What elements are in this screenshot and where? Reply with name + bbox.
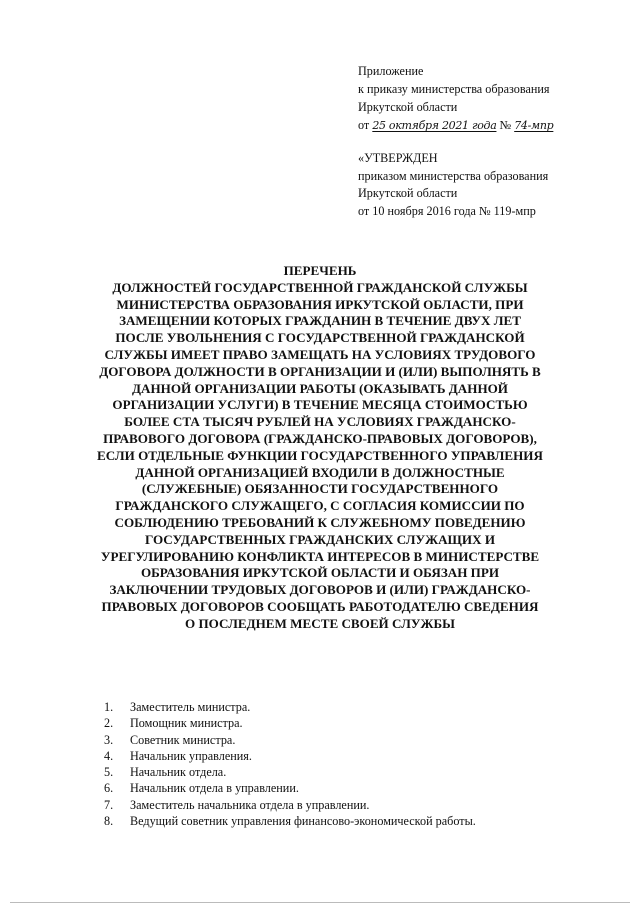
position-item bbox=[104, 797, 604, 813]
number-sign: № bbox=[499, 118, 512, 132]
position-text: Начальник отдела в управлении. bbox=[130, 781, 299, 796]
position-number: 5. bbox=[104, 765, 114, 780]
position-item bbox=[104, 748, 604, 764]
handwritten-number: 74-мпр bbox=[514, 119, 554, 132]
approved-label: «УТВЕРЖДЕН bbox=[358, 151, 438, 165]
position-number: 3. bbox=[104, 732, 114, 747]
appendix-date-line bbox=[358, 116, 628, 135]
scan-edge-line bbox=[10, 902, 630, 903]
position-number: 2. bbox=[104, 716, 114, 731]
positions-list bbox=[104, 699, 604, 829]
appendix-label: Приложение bbox=[358, 64, 424, 78]
approved-block bbox=[358, 150, 628, 220]
position-text: Советник министра. bbox=[130, 732, 236, 747]
title-body: ДОЛЖНОСТЕЙ ГОСУДАРСТВЕННОЙ ГРАЖДАНСКОЙ СЛУЖБЫ МИНИСТЕРСТВА ОБРАЗОВАНИЯ ИРКУТСКОЙ ОБЛАСТИ, ПРИ ЗАМЕЩЕНИИ КОТОРЫХ ГРАЖДАНИН В ТЕЧЕНИЕ ДВУХ ЛЕТ ПОСЛЕ УВОЛЬНЕНИЯ С ГОСУДАРСТВЕННОЙ ГРАЖДАНСКОЙ СЛУЖБЫ ИМЕЕТ ПРАВО ЗАМЕЩАТЬ НА УСЛОВИЯХ ТРУДОВОГО ДОГОВОРА ДОЛЖНОСТИ В ОРГАНИЗАЦИИ И (ИЛИ) ВЫПОЛНЯТЬ В ДАННОЙ ОРГАНИЗАЦИИ РАБОТЫ (ОКАЗЫВАТЬ ДАННОЙ ОРГАНИЗАЦИИ УСЛУГИ) В ТЕЧЕНИЕ МЕСЯЦА СТОИМОСТЬЮ БОЛЕЕ СТА ТЫСЯЧ РУБЛЕЙ НА УСЛОВИЯХ ГРАЖДАНСКО-ПРАВОВОГО ДОГОВОРА (ГРАЖДАНСКО-ПРАВОВЫХ ДОГОВОРОВ), ЕСЛИ ОТДЕЛЬНЫЕ ФУНКЦИИ ГОСУДАРСТВЕННОГО УПРАВЛЕНИЯ ДАННОЙ ОРГАНИЗАЦИЕЙ ВХОДИЛИ В ДОЛЖНОСТНЫЕ (СЛУЖЕБНЫЕ) ОБЯЗАННОСТИ ГОСУДАРСТВЕННОГО ГРАЖДАНСКОГО СЛУЖАЩЕГО, С СОГЛАСИЯ КОМИССИИ ПО СОБЛЮДЕНИЮ ТРЕБОВАНИЙ К СЛУЖЕБНОМУ ПОВЕДЕНИЮ ГОСУДАРСТВЕННЫХ ГРАЖДАНСКИХ СЛУЖАЩИХ И УРЕГУЛИРОВАНИЮ КОНФЛИКТА ИНТЕРЕСОВ В МИНИСТЕРСТВЕ ОБРАЗОВАНИЯ ИРКУТСКОЙ ОБЛАСТИ И ОБЯЗАН ПРИ ЗАКЛЮЧЕНИИ ТРУДОВЫХ ДОГОВОРОВ И (ИЛИ) ГРАЖДАНСКО-ПРАВОВЫХ ДОГОВОРОВ СООБЩАТЬ РАБОТОДАТЕЛЮ СВЕДЕНИЯ О ПОСЛЕДНЕМ МЕСТЕ СВОЕЙ СЛУЖБЫ bbox=[97, 279, 543, 631]
position-number: 8. bbox=[104, 814, 114, 829]
position-item bbox=[104, 699, 604, 715]
position-item bbox=[104, 715, 604, 731]
handwritten-date: 25 октября 2021 года bbox=[372, 119, 497, 132]
position-item bbox=[104, 813, 604, 829]
position-item bbox=[104, 732, 604, 748]
position-item bbox=[104, 780, 604, 796]
position-text: Начальник отдела. bbox=[130, 765, 227, 780]
appendix-region: Иркутской области bbox=[358, 100, 458, 114]
position-text: Заместитель начальника отдела в управлении. bbox=[130, 797, 370, 812]
position-item bbox=[104, 764, 604, 780]
appendix-block bbox=[358, 62, 628, 135]
position-number: 1. bbox=[104, 700, 114, 714]
approved-region: Иркутской области bbox=[358, 186, 458, 200]
approved-date: от 10 ноября 2016 года № 119-мпр bbox=[358, 203, 536, 218]
position-text: Заместитель министра. bbox=[130, 700, 251, 714]
appendix-from-label: от bbox=[358, 118, 370, 132]
appendix-order-ref: к приказу министерства образования bbox=[358, 82, 550, 96]
position-text: Ведущий советник управления финансово-экономической работы. bbox=[130, 814, 476, 829]
position-number: 4. bbox=[104, 748, 114, 763]
position-text: Начальник управления. bbox=[130, 748, 252, 763]
approved-order: приказом министерства образования bbox=[358, 168, 549, 183]
position-number: 7. bbox=[104, 797, 114, 812]
title-heading: ПЕРЕЧЕНЬ bbox=[283, 263, 357, 278]
position-number: 6. bbox=[104, 781, 114, 796]
position-text: Помощник министра. bbox=[130, 716, 243, 731]
document-title bbox=[95, 263, 545, 633]
